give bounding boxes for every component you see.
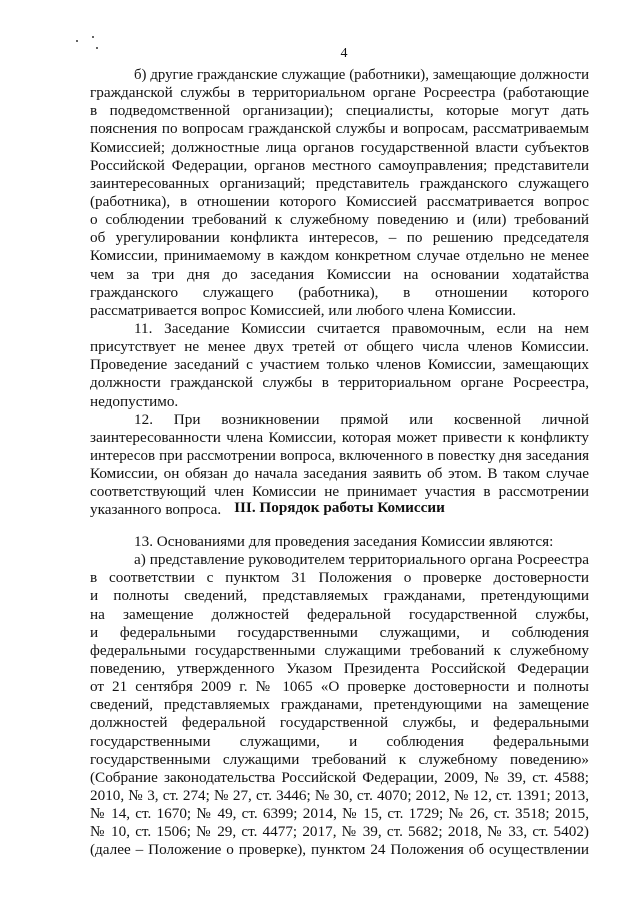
text-line: недопустимо. — [90, 392, 179, 410]
text-line: сведений, представляемых гражданами, претендующими на замещение — [90, 696, 589, 714]
text-line: 2010, № 3, ст. 274; № 27, ст. 3446; № 30, ст. 4070; 2012, № 12, ст. 1391; 2013, — [90, 786, 589, 804]
text-line: заинтересованности члена Комиссии, которая может привести к конфликту — [90, 428, 589, 446]
text-line: Комиссии, принимаемому в каждом конкретном случае отдельно не менее — [90, 247, 589, 265]
text-line: чем за три дня до заседания Комиссии на основании ходатайства — [90, 265, 589, 283]
text-line: Российской Федерации, органов местного самоуправления; представители — [90, 156, 589, 174]
text-line: федеральными государственными служащими требований к служебному — [90, 641, 589, 659]
text-line: поведению, утвержденного Указом Президента Российской Федерации — [90, 659, 589, 677]
paragraph-block-1 — [90, 66, 589, 520]
text-line: государственными служащими, и соблюдения федеральными — [90, 732, 589, 750]
text-line: должности гражданской службы в территориальном органе Росреестра, — [90, 374, 589, 392]
text-line: в соответствии с пунктом 31 Положения о проверке достоверности — [90, 569, 589, 587]
text-line: б) другие гражданские служащие (работники), замещающие должности — [134, 67, 589, 83]
text-line: (далее – Положение о проверке), пунктом 24 Положения об осуществлении — [90, 841, 589, 859]
text-line: пояснения по вопросам гражданской службы и вопросам, рассматриваемым — [90, 120, 589, 138]
text-line: № 14, ст. 1670; № 49, ст. 6399; 2014, № 15, ст. 1729; № 26, ст. 3518; 2015, — [90, 805, 589, 823]
paragraph-block-2 — [90, 533, 589, 860]
text-line: должностей федеральной государственной службы, и федеральными — [90, 714, 589, 732]
text-line: 13. Основаниями для проведения заседания Комиссии являются: — [134, 533, 554, 550]
text-line: (Собрание законодательства Российской Федерации, 2009, № 39, ст. 4588; — [90, 768, 589, 786]
text-line: присутствует не менее двух третей от общего числа членов Комиссии. — [90, 338, 589, 356]
text-line: а) представление руководителем территориального органа Росреестра — [134, 551, 589, 569]
text-line: 12. При возникновении прямой или косвенной личной — [134, 410, 589, 428]
text-line: от 21 сентября 2009 г. № 1065 «О проверке достоверности и полноты — [90, 678, 589, 696]
text-line: Комиссией; должностные лица органов государственной власти субъектов — [90, 138, 589, 156]
text-line: интересов при рассмотрении вопроса, включенного в повестку дня заседания — [90, 447, 589, 464]
text-line: указанного вопроса. — [90, 501, 222, 519]
text-line: рассматривается вопрос Комиссией, или любого члена Комиссии. — [90, 301, 517, 319]
page-number: 4 — [340, 46, 348, 61]
text-line: о соблюдении требований к служебному поведению и (или) требований — [90, 211, 589, 229]
text-line: заинтересованных организаций; представитель гражданского служащего — [90, 174, 589, 192]
text-line: в подведомственной организации); специалисты, которые могут дать — [90, 102, 589, 120]
text-line: (работника), в отношении которого Комиссией рассматривается вопрос — [90, 192, 589, 210]
text-line: 11. Заседание Комиссии считается правомочным, если на нем — [134, 319, 589, 337]
text-line: и полноты сведений, представляемых гражданами, претендующими — [90, 587, 589, 605]
text-line: на замещение должностей федеральной государственной службы, — [90, 605, 589, 623]
text-line: и федеральными государственными служащими, и соблюдения — [90, 623, 589, 641]
text-line: № 10, ст. 1506; № 29, ст. 4477; 2017, № 39, ст. 5682; 2018, № 33, ст. 5402) — [90, 823, 589, 841]
section-heading: III. Порядок работы Комиссии — [234, 499, 445, 516]
scan-speck — [76, 40, 78, 42]
scan-speck — [92, 36, 94, 38]
text-line: гражданского служащего (работника), в отношении которого — [90, 283, 589, 301]
text-line: Комиссии, он обязан до начала заседания заявить об этом. В таком случае — [90, 465, 589, 483]
text-line: Проведение заседаний с участием только членов Комиссии, замещающих — [90, 356, 589, 374]
text-line: об урегулировании конфликта интересов, – по решению председателя — [90, 229, 589, 247]
text-line: гражданской службы в территориальном органе Росреестра (работающие — [90, 84, 589, 102]
text-line: государственными служащими требований к служебному поведению» — [90, 750, 589, 768]
text-line: соответствующий член Комиссии не принимает участия в рассмотрении — [90, 483, 589, 501]
